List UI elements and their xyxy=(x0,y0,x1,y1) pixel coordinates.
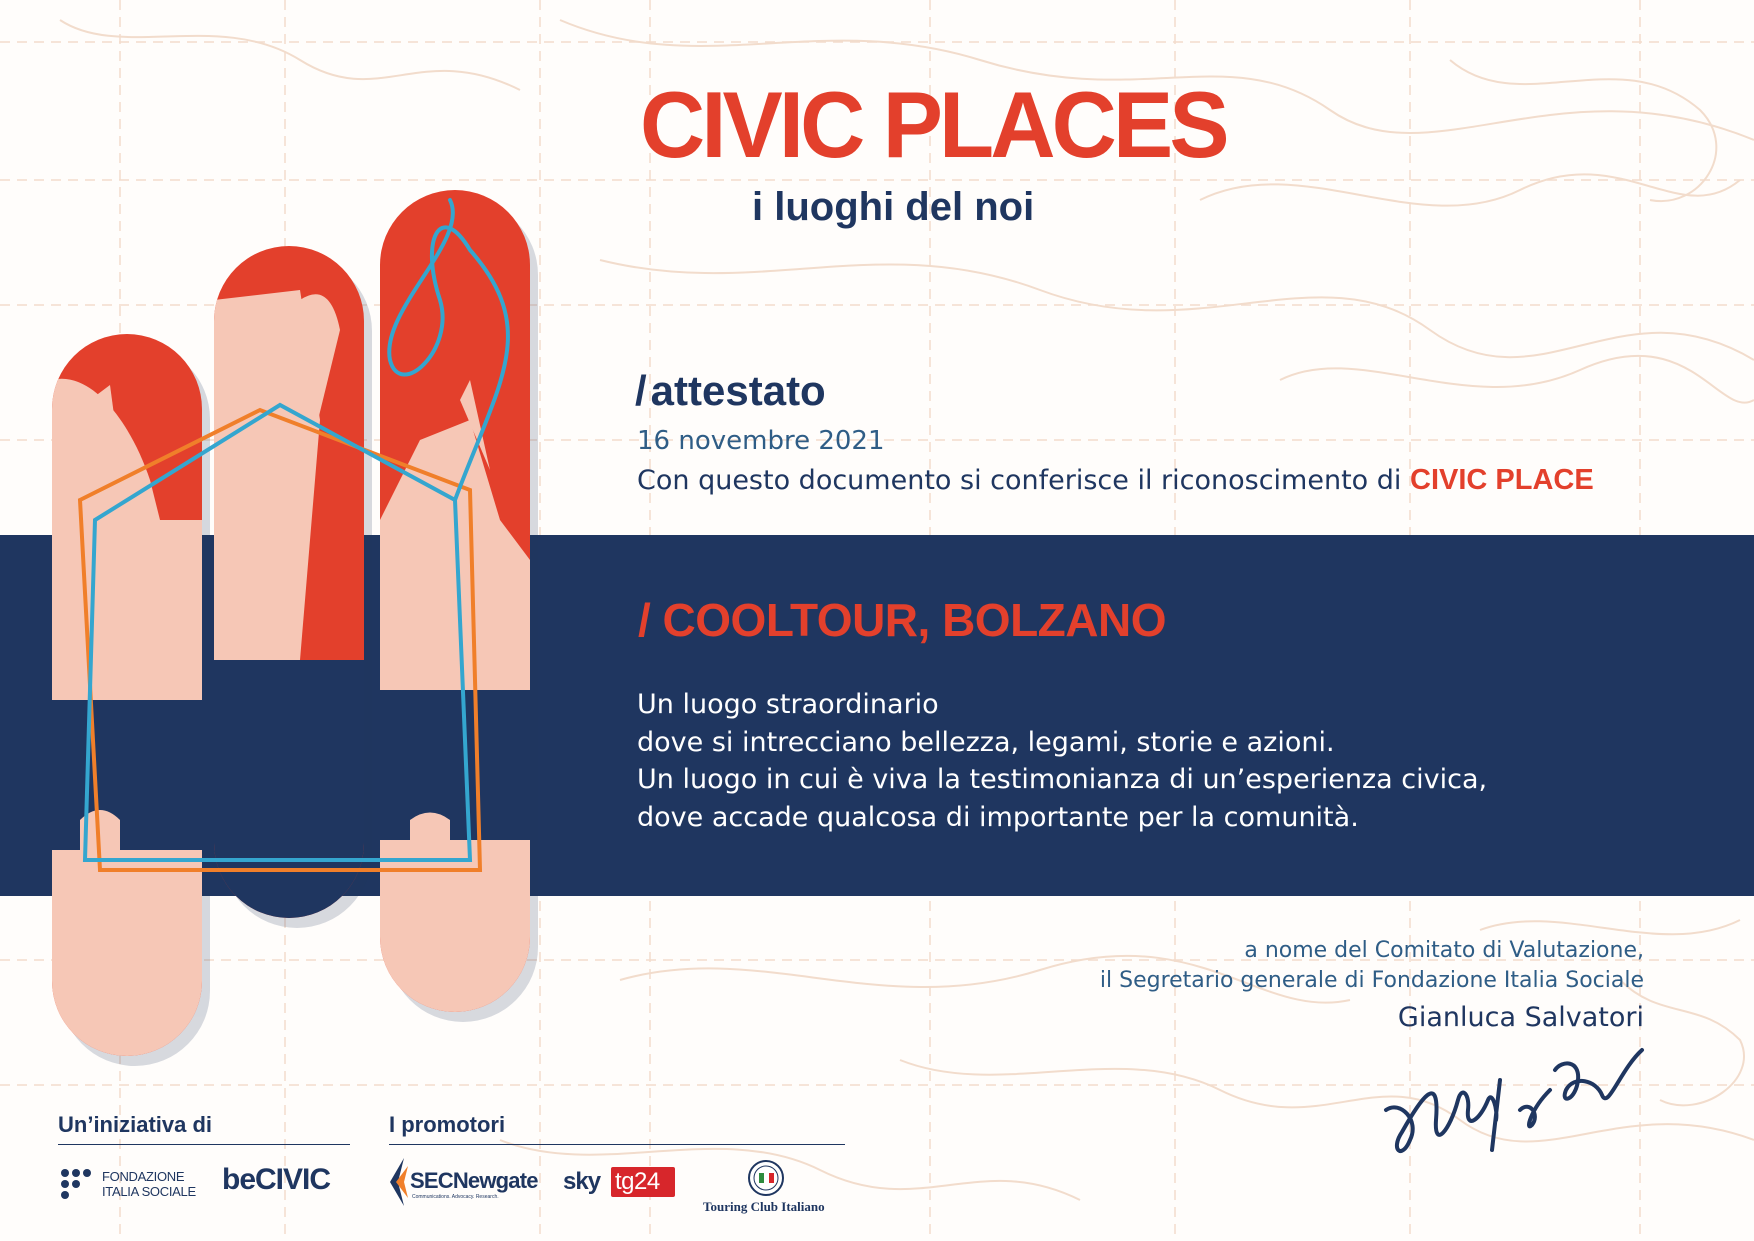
signatory-line-1: a nome del Comitato di Valutazione, xyxy=(1244,938,1644,963)
fondazione-line-2: ITALIA SOCIALE xyxy=(102,1184,196,1199)
conferral-statement xyxy=(637,465,1594,497)
certificate-date: 16 novembre 2021 xyxy=(637,426,885,456)
illustration-hands-string xyxy=(0,0,560,1080)
becivic-logo: beCIVIC xyxy=(222,1163,331,1196)
civic-places-logo-title: CIVIC PLACES xyxy=(640,72,1226,177)
place-name: / COOLTOUR, BOLZANO xyxy=(638,594,1166,646)
signatory-block xyxy=(1100,940,1644,1031)
description-line: Un luogo straordinario xyxy=(637,689,939,720)
description-line: Un luogo in cui è viva la testimonianza di un’esperienza civica, xyxy=(637,764,1488,795)
fondazione-wordmark xyxy=(102,1169,196,1199)
conferral-highlight: CIVIC PLACE xyxy=(1410,464,1594,496)
promoters-label: I promotori xyxy=(389,1112,506,1137)
touring-club-logo: Touring Club Italiano xyxy=(703,1199,825,1214)
fondazione-line-1: FONDAZIONE xyxy=(102,1169,185,1184)
tg24-logo xyxy=(611,1167,675,1197)
place-description xyxy=(637,686,1487,836)
heading-slash: / xyxy=(635,367,647,414)
logo-subtitle: i luoghi del noi xyxy=(752,185,1035,229)
divider-initiative xyxy=(58,1144,350,1145)
sky-logo: sky xyxy=(563,1168,601,1195)
initiative-label: Un’iniziativa di xyxy=(58,1112,213,1137)
description-line: dove accade qualcosa di importante per la comunità. xyxy=(637,801,1359,833)
certificate-heading xyxy=(635,367,826,414)
signatory-line-2: il Segretario generale di Fondazione Italia Sociale xyxy=(1099,968,1644,993)
handwritten-signature xyxy=(1380,1040,1650,1170)
signatory-name: Gianluca Salvatori xyxy=(1397,1002,1644,1033)
divider-promoters xyxy=(389,1144,845,1145)
secnewgate-logo: SECNewgate xyxy=(410,1168,538,1193)
fondazione-italia-sociale-logo xyxy=(60,1166,210,1206)
touring-club-badge-icon xyxy=(747,1159,785,1197)
description-line: dove si intrecciano bellezza, legami, storie e azioni. xyxy=(637,726,1335,758)
secnewgate-tagline: Communications. Advocacy. Research. xyxy=(412,1194,499,1200)
heading-text: attestato xyxy=(650,367,826,414)
conferral-text: Con questo documento si conferisce il riconoscimento di xyxy=(637,465,1402,496)
fondazione-dots-icon xyxy=(60,1168,94,1202)
tg24-text: tg24 xyxy=(615,1168,660,1195)
